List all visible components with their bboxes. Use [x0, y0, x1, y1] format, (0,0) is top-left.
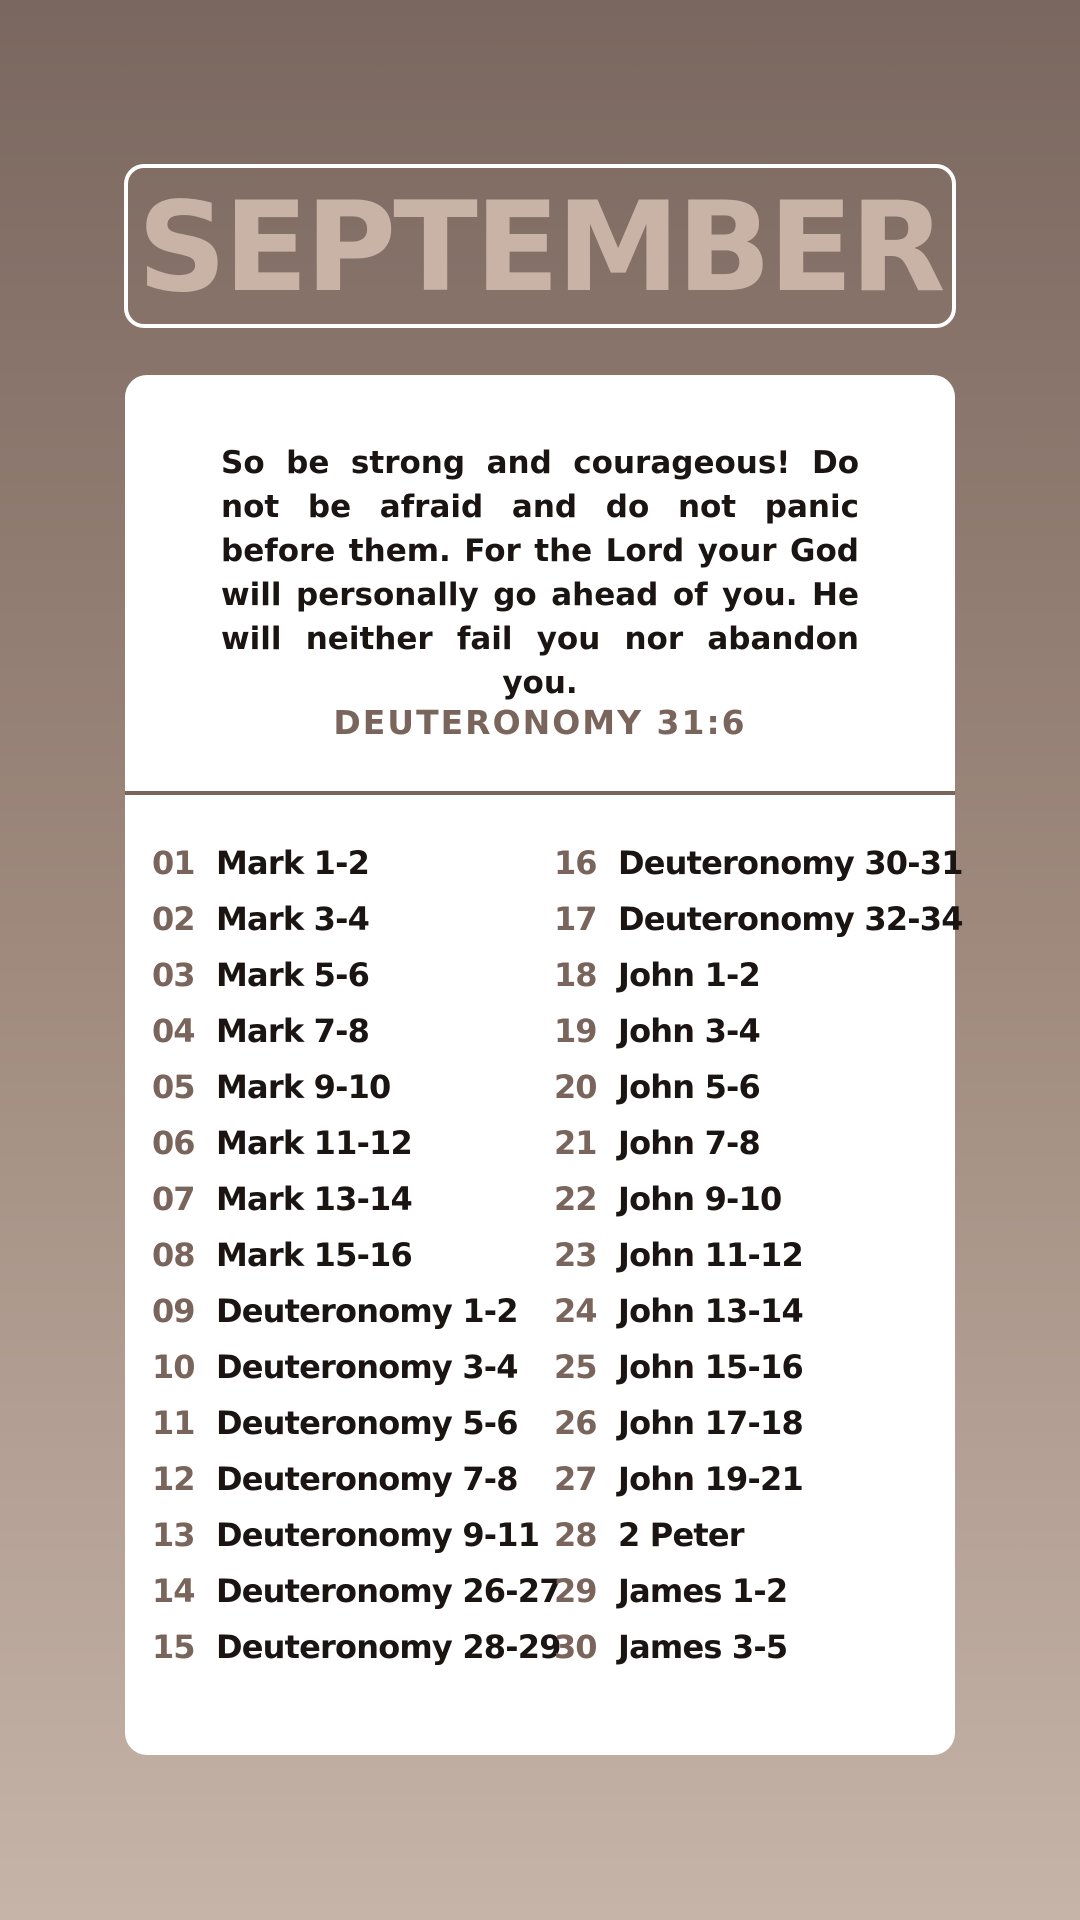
reading-passage: John 19-21 — [618, 1460, 803, 1498]
verse-reference: DEUTERONOMY 31:6 — [333, 703, 747, 742]
reading-row — [554, 1451, 963, 1507]
reading-passage: John 13-14 — [618, 1292, 803, 1330]
day-number: 29 — [554, 1572, 597, 1610]
day-number: 04 — [152, 1012, 195, 1050]
reading-passage: Mark 5-6 — [216, 956, 370, 994]
reading-list-left — [152, 835, 561, 1675]
reading-passage: John 5-6 — [618, 1068, 761, 1106]
reading-row — [554, 1059, 963, 1115]
day-number: 24 — [554, 1292, 597, 1330]
reading-row — [554, 891, 963, 947]
reading-row — [152, 1395, 561, 1451]
reading-row — [554, 1339, 963, 1395]
day-number: 18 — [554, 956, 597, 994]
reading-row — [554, 947, 963, 1003]
month-title: SEPTEMBER — [137, 176, 943, 320]
day-number: 17 — [554, 900, 597, 938]
reading-passage: Mark 7-8 — [216, 1012, 370, 1050]
day-number: 06 — [152, 1124, 195, 1162]
reading-row — [152, 1339, 561, 1395]
reading-passage: Mark 15-16 — [216, 1236, 412, 1274]
reading-passage: Mark 11-12 — [216, 1124, 412, 1162]
reading-row — [554, 1395, 963, 1451]
month-header — [124, 164, 956, 328]
day-number: 30 — [554, 1628, 597, 1666]
reading-row — [554, 1171, 963, 1227]
reading-row — [554, 1283, 963, 1339]
day-number: 23 — [554, 1236, 597, 1274]
day-number: 21 — [554, 1124, 597, 1162]
reading-passage: John 15-16 — [618, 1348, 803, 1386]
day-number: 05 — [152, 1068, 195, 1106]
reading-row — [152, 1171, 561, 1227]
reading-passage: John 7-8 — [618, 1124, 761, 1162]
day-number: 13 — [152, 1516, 195, 1554]
reading-row — [554, 1563, 963, 1619]
reading-row — [152, 891, 561, 947]
reading-row — [554, 835, 963, 891]
reading-row — [152, 1451, 561, 1507]
day-number: 14 — [152, 1572, 195, 1610]
day-number: 09 — [152, 1292, 195, 1330]
day-number: 02 — [152, 900, 195, 938]
reading-passage: John 17-18 — [618, 1404, 803, 1442]
reading-passage: John 9-10 — [618, 1180, 782, 1218]
reading-passage: Deuteronomy 5-6 — [216, 1404, 518, 1442]
reading-passage: Deuteronomy 32-34 — [618, 900, 963, 938]
reading-row — [554, 1115, 963, 1171]
reading-row — [152, 1227, 561, 1283]
day-number: 20 — [554, 1068, 597, 1106]
day-number: 01 — [152, 844, 195, 882]
reading-row — [152, 1563, 561, 1619]
reading-passage: James 3-5 — [618, 1628, 788, 1666]
verse-text: So be strong and courageous! Do not be afraid and do not panic before them. For the Lord your God will personally go ahead of you. He will neither fail you nor abandon you. — [221, 445, 859, 701]
day-number: 08 — [152, 1236, 195, 1274]
day-number: 25 — [554, 1348, 597, 1386]
reading-plan-card — [125, 375, 963, 1755]
reading-passage: Deuteronomy 7-8 — [216, 1460, 518, 1498]
reading-row — [152, 947, 561, 1003]
day-number: 11 — [152, 1404, 195, 1442]
reading-passage: Deuteronomy 1-2 — [216, 1292, 518, 1330]
day-number: 15 — [152, 1628, 195, 1666]
reading-row — [554, 1507, 963, 1563]
day-number: 16 — [554, 844, 597, 882]
reading-passage: Deuteronomy 30-31 — [618, 844, 963, 882]
reading-passage: James 1-2 — [618, 1572, 788, 1610]
reading-passage: Deuteronomy 9-11 — [216, 1516, 540, 1554]
reading-passage: John 11-12 — [618, 1236, 803, 1274]
reading-passage: 2 Peter — [618, 1516, 744, 1554]
reading-passage: Mark 9-10 — [216, 1068, 391, 1106]
day-number: 12 — [152, 1460, 195, 1498]
day-number: 28 — [554, 1516, 597, 1554]
reading-row — [152, 835, 561, 891]
reading-row — [554, 1619, 963, 1675]
reading-passage: John 3-4 — [618, 1012, 761, 1050]
reading-passage: Deuteronomy 26-27 — [216, 1572, 561, 1610]
reading-row — [554, 1227, 963, 1283]
reading-passage: Mark 13-14 — [216, 1180, 412, 1218]
day-number: 22 — [554, 1180, 597, 1218]
reading-passage: Mark 3-4 — [216, 900, 370, 938]
day-number: 19 — [554, 1012, 597, 1050]
reading-row — [152, 1619, 561, 1675]
reading-row — [152, 1059, 561, 1115]
reading-row — [152, 1507, 561, 1563]
reading-list-right — [554, 835, 963, 1675]
reading-row — [152, 1003, 561, 1059]
day-number: 03 — [152, 956, 195, 994]
reading-row — [152, 1115, 561, 1171]
divider — [125, 791, 955, 795]
reading-row — [554, 1003, 963, 1059]
day-number: 26 — [554, 1404, 597, 1442]
reading-passage: John 1-2 — [618, 956, 761, 994]
day-number: 10 — [152, 1348, 195, 1386]
day-number: 07 — [152, 1180, 195, 1218]
reading-passage: Mark 1-2 — [216, 844, 370, 882]
day-number: 27 — [554, 1460, 597, 1498]
reading-passage: Deuteronomy 3-4 — [216, 1348, 518, 1386]
reading-row — [152, 1283, 561, 1339]
reading-passage: Deuteronomy 28-29 — [216, 1628, 561, 1666]
